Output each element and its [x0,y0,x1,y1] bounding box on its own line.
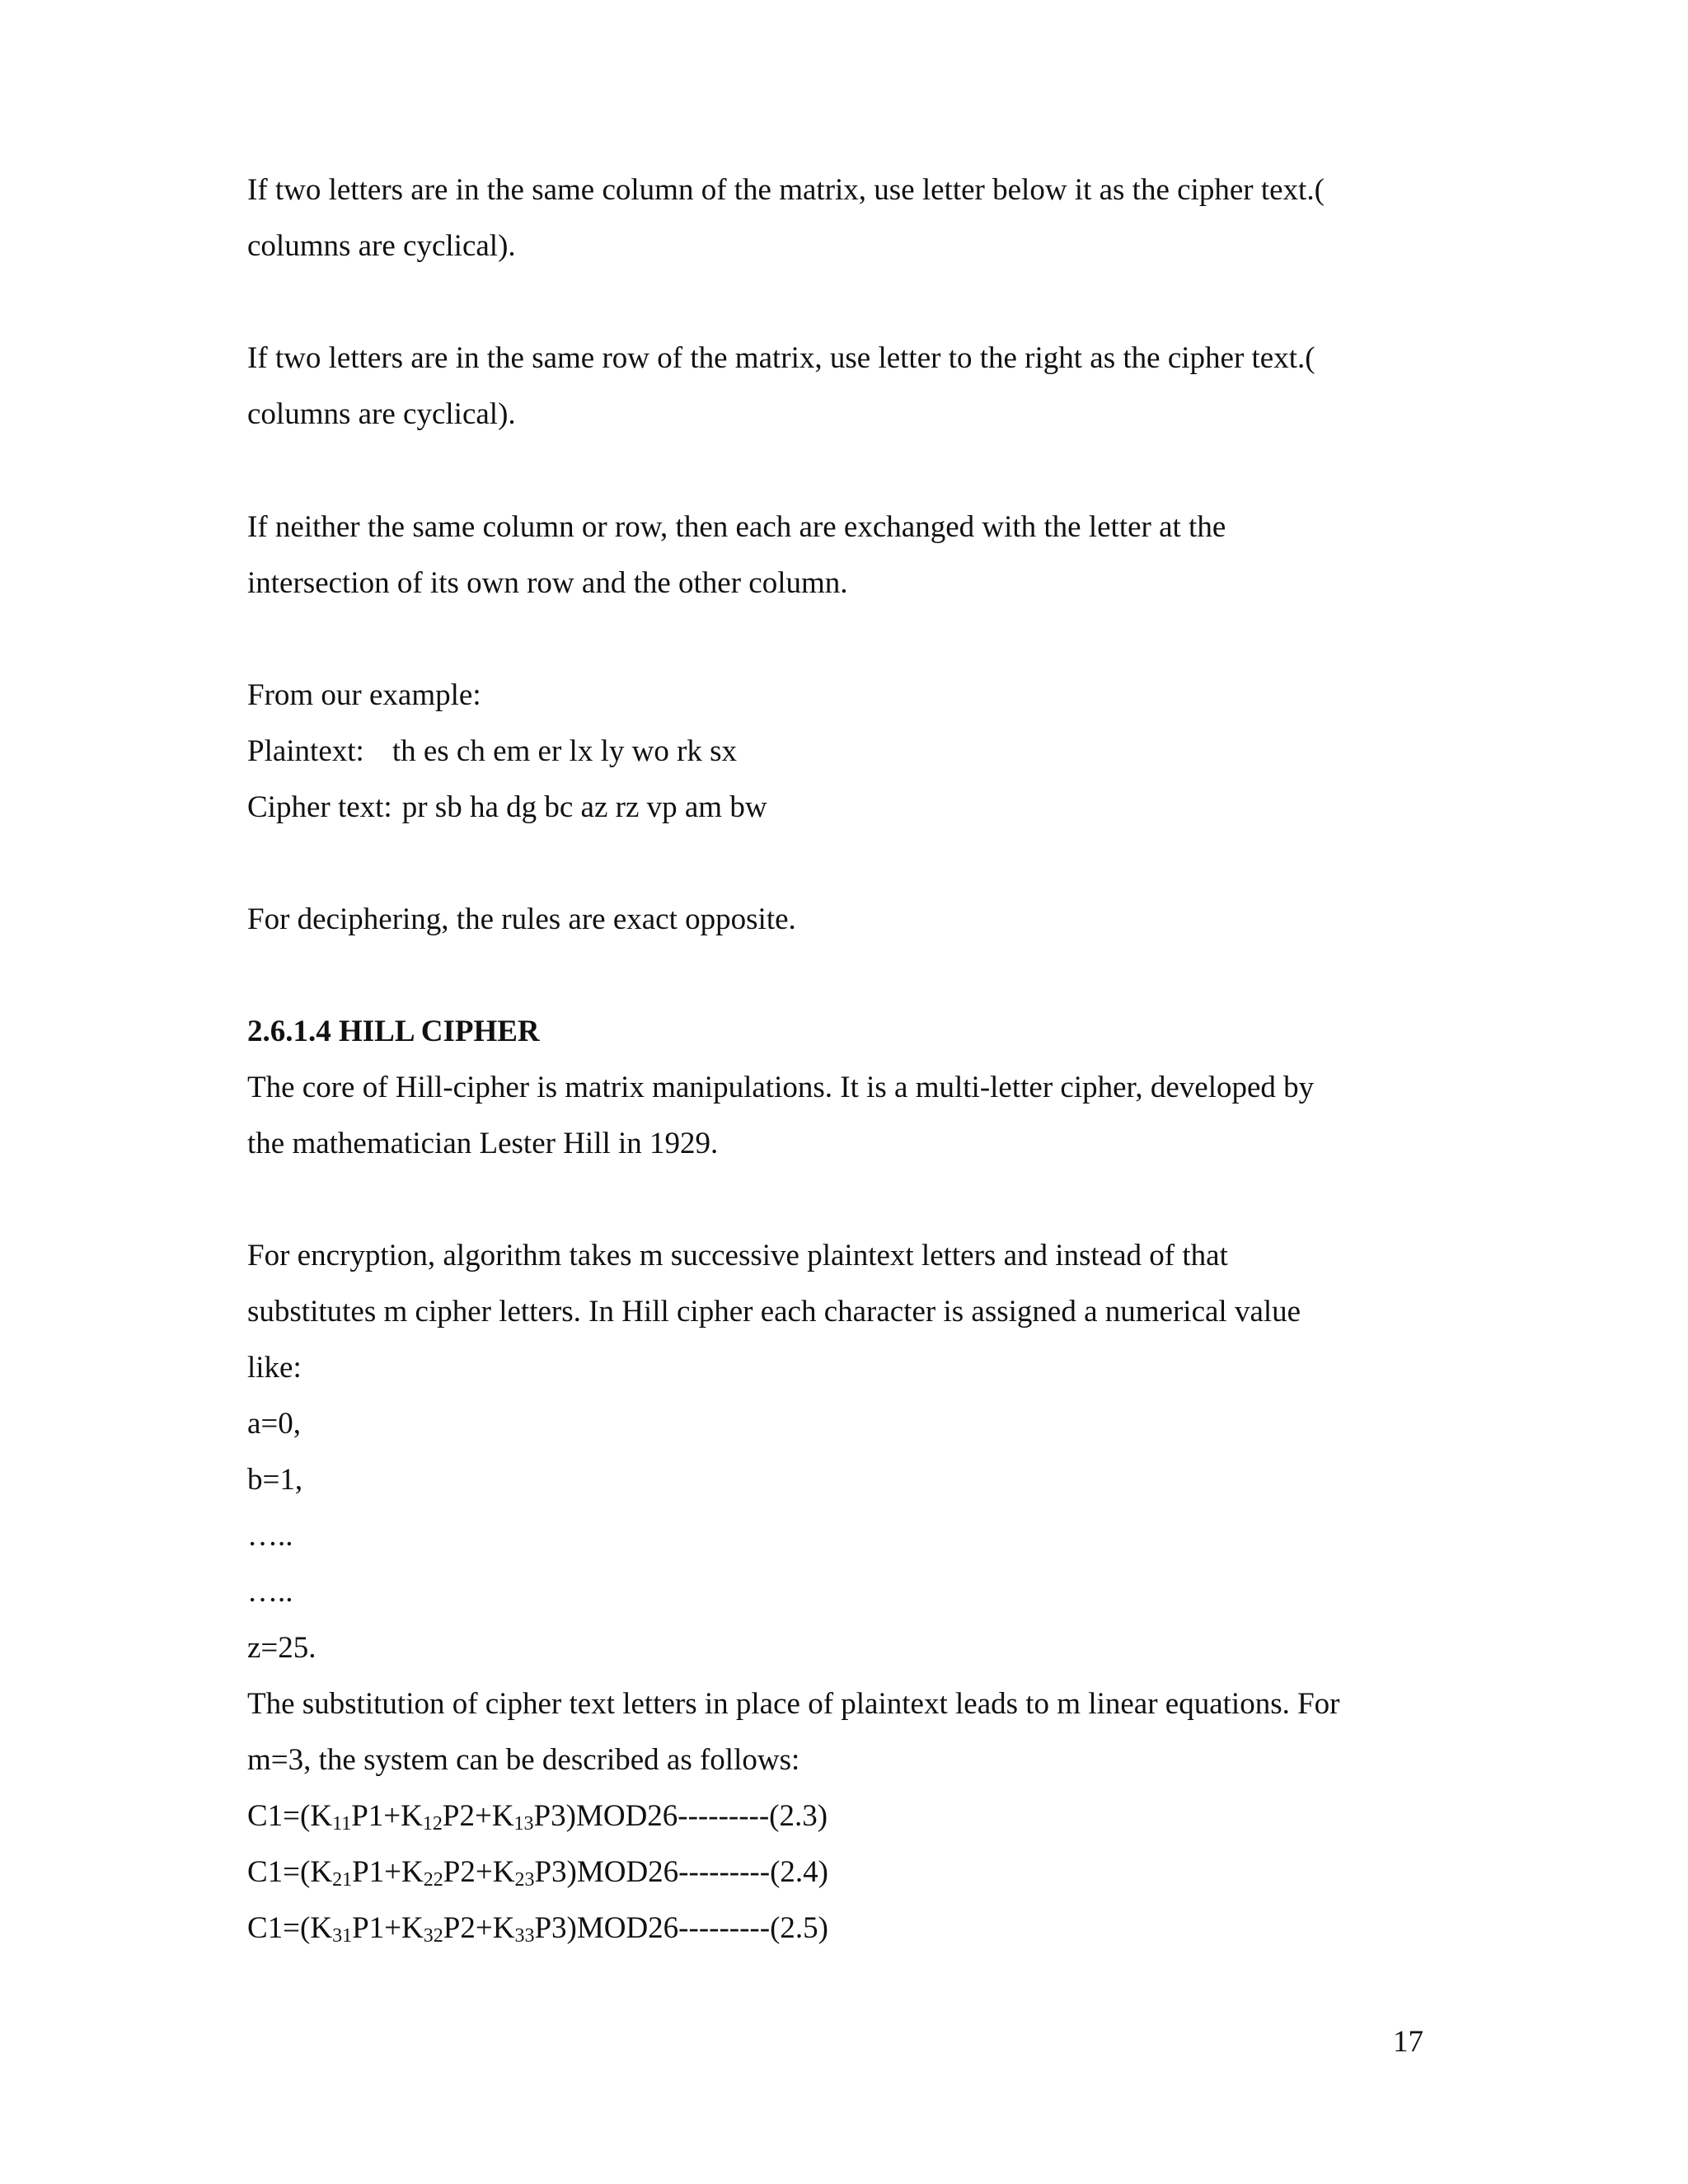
equation-text: P3)MOD26---------(2.5) [534,1911,828,1945]
equation-2-3 [247,1798,828,1835]
equation-subscript: 32 [423,1925,443,1947]
rule-neither-line-2: intersection of its own row and the other column. [247,566,848,600]
equation-subscript: 31 [332,1925,353,1947]
section-heading: 2.6.1.4 HILL CIPHER [247,1015,540,1048]
equation-subscript: 12 [422,1813,443,1835]
equation-text: P3)MOD26---------(2.3) [533,1799,828,1833]
rule-neither-line-1: If neither the same column or row, then each are exchanged with the letter at the [247,510,1226,544]
equation-subscript: 22 [423,1869,443,1891]
ciphertext-label: Cipher text: [247,790,392,824]
equation-2-5 [247,1910,828,1947]
letter-value-ellipsis-1: ….. [247,1519,293,1553]
letter-value-ellipsis-2: ….. [247,1575,293,1609]
plaintext-row [247,733,737,770]
substitution-line-1: The substitution of cipher text letters in place of plaintext leads to m linear equations. For [247,1687,1340,1721]
equation-text: P1+K [351,1799,423,1833]
equation-2-4 [247,1854,828,1891]
hill-intro-line-1: The core of Hill-cipher is matrix manipulations. It is a multi-letter cipher, developed by [247,1071,1315,1104]
letter-value-b: b=1, [247,1463,303,1497]
encryption-line-2: substitutes m cipher letters. In Hill cipher each character is assigned a numerical value [247,1295,1301,1329]
example-intro: From our example: [247,678,481,712]
equation-text: P2+K [443,1855,515,1889]
letter-value-a: a=0, [247,1407,302,1441]
equation-text: P2+K [442,1799,514,1833]
plaintext-label: Plaintext: [247,734,364,768]
ciphertext-row [247,790,767,826]
letter-value-z: z=25. [247,1631,316,1665]
equation-text: P1+K [352,1911,424,1945]
equation-subscript: 23 [514,1869,535,1891]
equation-text: P3)MOD26---------(2.4) [534,1855,828,1889]
encryption-line-1: For encryption, algorithm takes m successive plaintext letters and instead of that [247,1239,1228,1272]
rule-same-row-line-1: If two letters are in the same row of the matrix, use letter to the right as the cipher text.( [247,341,1315,375]
rule-same-row-line-2: columns are cyclical). [247,397,516,431]
equation-text: C1=(K [247,1799,333,1833]
equation-text: P1+K [352,1855,424,1889]
rule-same-column-line-1: If two letters are in the same column of the matrix, use letter below it as the cipher text.( [247,173,1325,207]
plaintext-value: th es ch em er lx ly wo rk sx [392,734,738,768]
deciphering-note: For deciphering, the rules are exact opposite. [247,902,796,936]
equation-subscript: 13 [513,1813,534,1835]
ciphertext-value: pr sb ha dg bc az rz vp am bw [401,790,767,824]
encryption-line-3: like: [247,1351,302,1385]
equation-text: C1=(K [247,1911,333,1945]
rule-same-column-line-2: columns are cyclical). [247,229,516,263]
hill-intro-line-2: the mathematician Lester Hill in 1929. [247,1127,719,1160]
equation-subscript: 21 [332,1869,353,1891]
page-number: 17 [1393,2025,1423,2059]
equation-text: C1=(K [247,1855,333,1889]
equation-subscript: 33 [514,1925,535,1947]
equation-subscript: 11 [332,1813,352,1835]
equation-text: P2+K [443,1911,515,1945]
substitution-line-2: m=3, the system can be described as follows: [247,1743,800,1777]
